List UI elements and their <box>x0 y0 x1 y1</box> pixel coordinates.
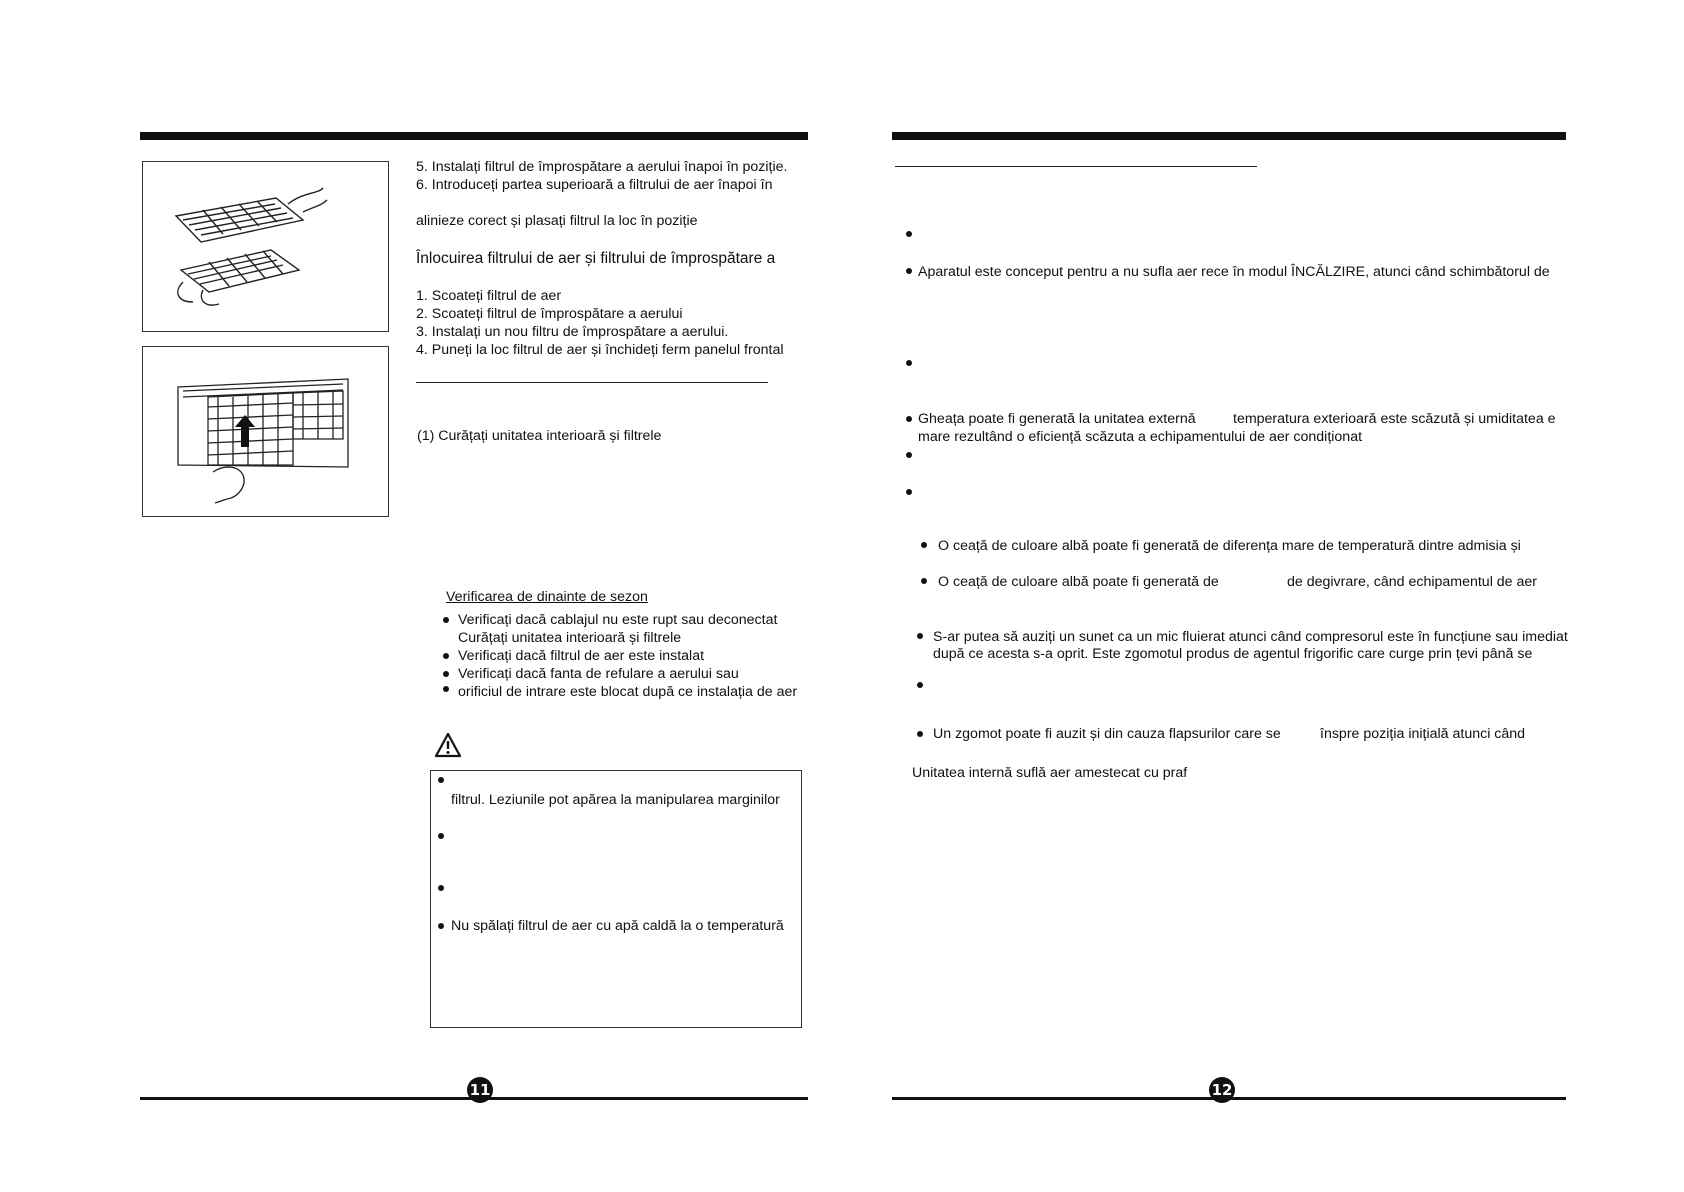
warning-bullet-4 <box>438 923 444 929</box>
left-top-bar <box>140 132 808 140</box>
warning-item-1: filtrul. Leziunile pot apărea la manipularea marginilor <box>451 792 780 808</box>
clean-step-text: (1) Curățați unitatea interioară și filtrele <box>417 428 662 444</box>
right-bullet-10 <box>917 682 923 688</box>
right-bullet-4 <box>906 416 912 422</box>
replace-step-4: 4. Puneți la loc filtrul de aer și închideți ferm panelul frontal <box>416 342 784 358</box>
left-section-divider <box>416 382 768 383</box>
right-item-heating: Aparatul este conceput pentru a nu sufla aer rece în modul ÎNCĂLZIRE, atunci când schimbătorul de <box>918 264 1550 280</box>
right-item-dust-heading: Unitatea internă suflă aer amestecat cu praf <box>912 765 1188 781</box>
right-bullet-8 <box>921 578 927 584</box>
right-bullet-3 <box>906 360 912 366</box>
right-bullet-11 <box>917 731 923 737</box>
right-item-ice-a: Gheața poate fi generată la unitatea externă <box>918 411 1196 427</box>
warning-item-2: Nu spălați filtrul de aer cu apă caldă la o temperatură <box>451 918 784 934</box>
warning-bullet-2 <box>438 833 444 839</box>
page-number-right: 12 <box>1209 1077 1235 1103</box>
season-item-4: Verificați dacă fanta de refulare a aerului sau <box>458 666 739 682</box>
right-item-fog-2b: de degivrare, când echipamentul de aer <box>1287 574 1538 590</box>
season-item-1: Verificați dacă cablajul nu este rupt sau deconectat <box>458 612 778 628</box>
warning-bullet-1 <box>438 777 444 783</box>
right-item-whistle-1: S-ar putea să auziți un sunet ca un mic fluierat atunci când compresorul este în funcțiune sau imediat <box>933 629 1568 645</box>
warning-bullet-3 <box>438 885 444 891</box>
page-number-left: 11 <box>467 1077 493 1103</box>
right-bullet-6 <box>906 489 912 495</box>
season-bullet-3 <box>443 653 449 659</box>
right-title-divider <box>895 166 1257 167</box>
season-check-heading: Verificarea de dinainte de sezon <box>446 589 648 605</box>
right-top-bar <box>892 132 1566 140</box>
step-5-text: 5. Instalați filtrul de împrospătare a aerului înapoi în poziție. <box>416 159 788 175</box>
season-item-5: orificiul de intrare este blocat după ce instalația de aer <box>458 684 798 700</box>
filter-illustration <box>143 162 388 331</box>
season-bullet-5 <box>443 686 449 692</box>
season-item-2: Curățați unitatea interioară și filtrele <box>458 630 682 646</box>
right-bullet-5 <box>906 452 912 458</box>
season-item-3: Verificați dacă filtrul de aer este instalat <box>458 648 705 664</box>
right-bullet-9 <box>917 633 923 639</box>
replace-filter-heading: Înlocuirea filtrului de aer și filtrului de împrospătare a <box>416 250 776 267</box>
right-bullet-1 <box>906 231 912 237</box>
right-bullet-7 <box>921 542 927 548</box>
replace-step-2: 2. Scoateți filtrul de împrospătare a aerului <box>416 306 683 322</box>
warning-triangle-icon <box>434 732 462 758</box>
right-item-fog-2a: O ceață de culoare albă poate fi generată de <box>938 574 1219 590</box>
replace-step-1: 1. Scoateți filtrul de aer <box>416 288 562 304</box>
right-item-flaps-a: Un zgomot poate fi auzit și din cauza flapsurilor care se <box>933 726 1281 742</box>
right-item-flaps-b: înspre poziția inițială atunci când <box>1320 726 1526 742</box>
season-bullet-1 <box>443 617 449 623</box>
right-item-ice-c: mare rezultând o eficiență scăzuta a echipamentului de aer condiționat <box>918 429 1363 445</box>
filter-unit-illustration <box>143 347 388 516</box>
figure-filter-unit <box>142 346 389 517</box>
right-bullet-2 <box>906 268 912 274</box>
right-item-whistle-2: după ce acesta s-a oprit. Este zgomotul produs de agentul frigorific care curge prin țevi până se <box>933 646 1533 662</box>
warning-box <box>430 770 802 1028</box>
step-6-text: 6. Introduceți partea superioară a filtrului de aer înapoi în <box>416 177 773 193</box>
step-6-continued-text: alinieze corect și plasați filtrul la loc în poziție <box>416 213 698 229</box>
right-item-fog-1: O ceață de culoare albă poate fi generată de diferența mare de temperatură dintre admisia și <box>938 538 1521 554</box>
season-bullet-4 <box>443 671 449 677</box>
replace-step-3: 3. Instalați un nou filtru de împrospătare a aerului. <box>416 324 729 340</box>
figure-filter-removal <box>142 161 389 332</box>
right-item-ice-b: temperatura exterioară este scăzută și umiditatea e <box>1233 411 1556 427</box>
